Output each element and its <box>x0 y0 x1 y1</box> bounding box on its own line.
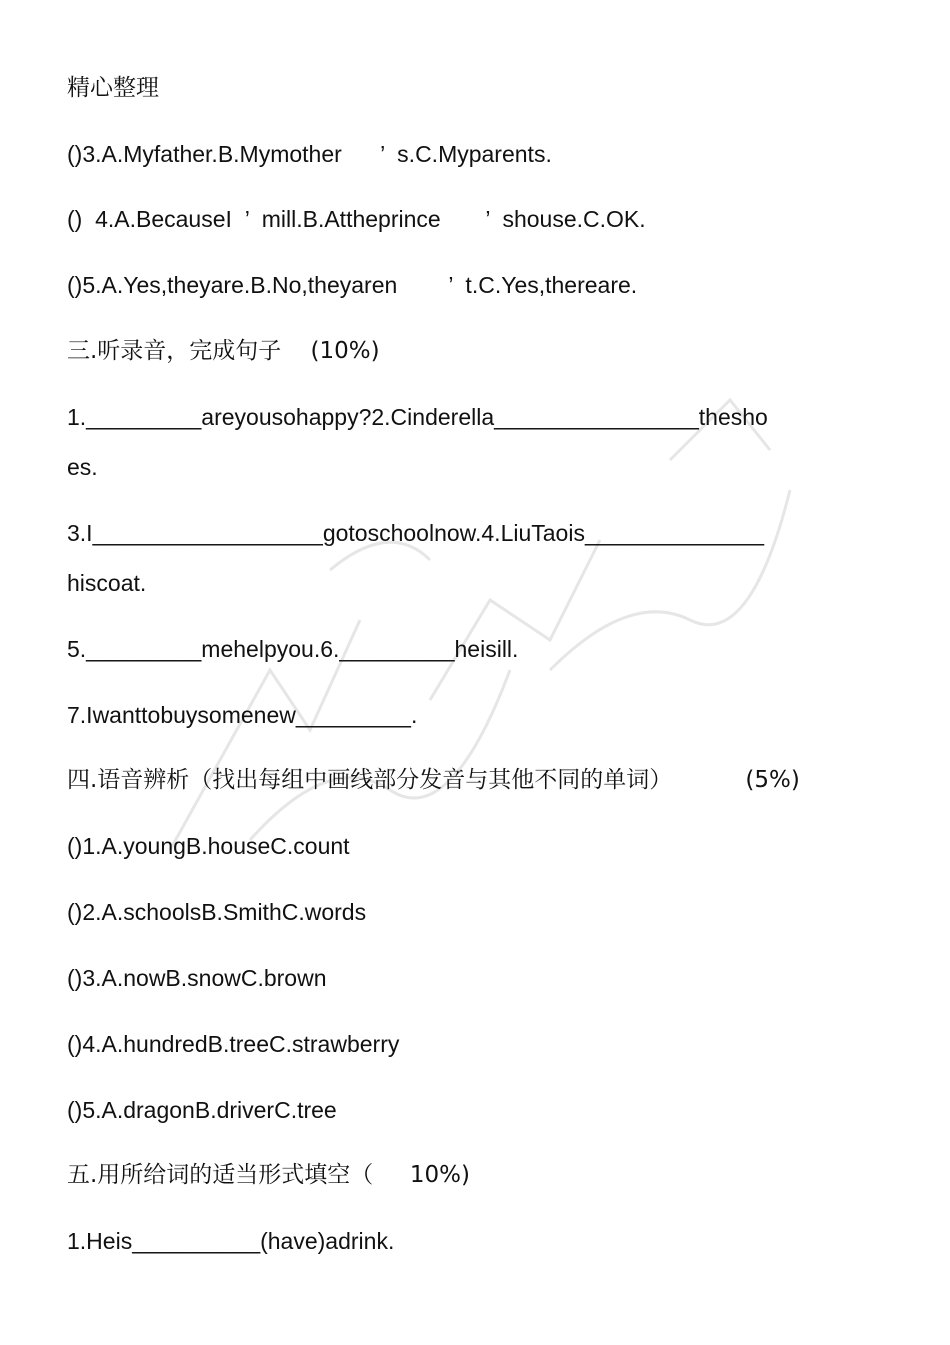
question-line: es. <box>67 454 98 480</box>
question-line: hiscoat. <box>67 570 147 596</box>
question-line: ()3.A.nowB.snowC.brown <box>67 965 327 991</box>
question-line: ()4.A.hundredB.treeC.strawberry <box>67 1031 400 1057</box>
page-header: 精心整理 <box>67 75 159 101</box>
question-line: 5._________mehelpyou.6._________heisill. <box>67 636 519 662</box>
section-heading: 三.听录音，完成句子 (10%) <box>67 338 380 364</box>
question-line: ()3.A.Myfather.B.Mymother ’ s.C.Myparents. <box>67 141 552 167</box>
question-line: ()5.A.Yes,theyare.B.No,theyaren ’ t.C.Yes,thereare. <box>67 272 638 298</box>
question-line: 1.Heis__________(have)adrink. <box>67 1228 395 1254</box>
question-line: 1._________areyousohappy?2.Cinderella________________thesho <box>67 404 768 430</box>
watermark <box>130 370 830 890</box>
question-line: ()1.A.youngB.houseC.count <box>67 833 350 859</box>
question-line: ()5.A.dragonB.driverC.tree <box>67 1097 337 1123</box>
question-line: ()2.A.schoolsB.SmithC.words <box>67 899 367 925</box>
section-heading: 五.用所给词的适当形式填空（ 10%) <box>67 1162 470 1188</box>
question-line: 3.I__________________gotoschoolnow.4.LiuTaois______________ <box>67 520 765 546</box>
question-line: 7.Iwanttobuysomenew_________. <box>67 702 418 728</box>
question-line: () 4.A.BecauseI ’ mill.B.Attheprince ’ shouse.C.OK. <box>67 206 646 232</box>
section-heading: 四.语音辨析（找出每组中画线部分发音与其他不同的单词） (5%) <box>67 767 800 793</box>
